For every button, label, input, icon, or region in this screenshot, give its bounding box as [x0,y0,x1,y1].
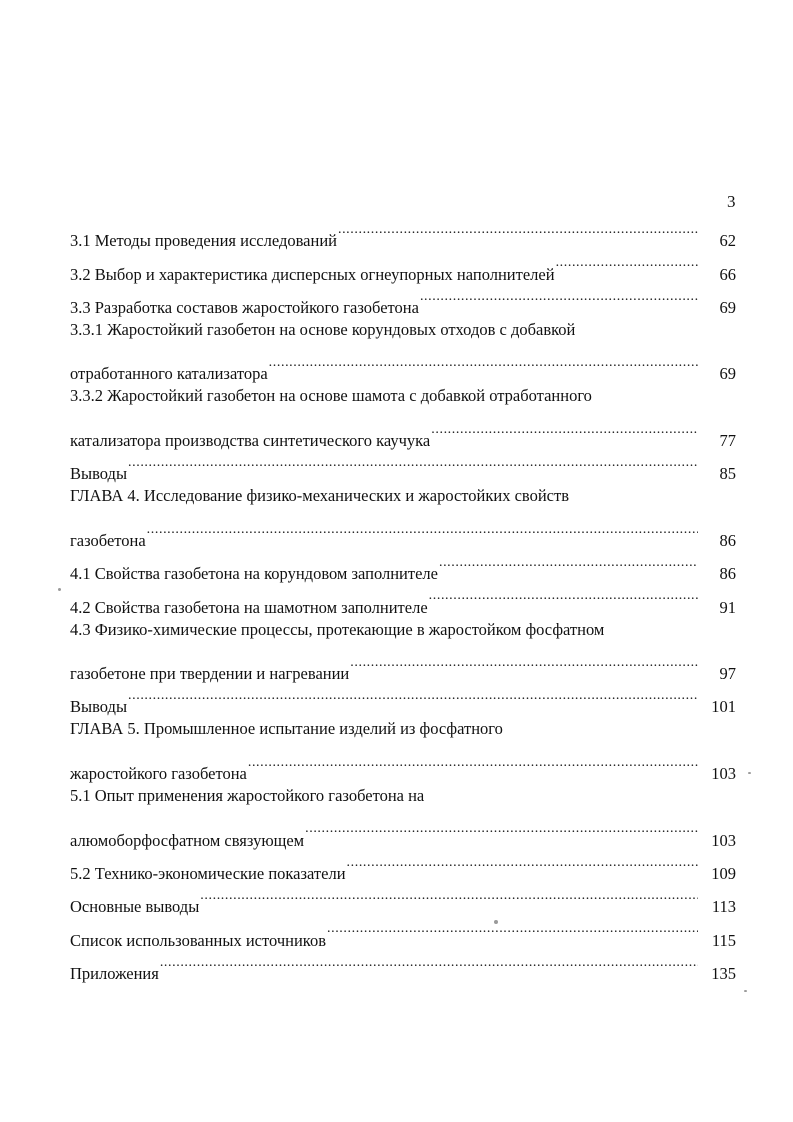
toc-entry-title: газобетона [70,530,146,550]
toc-dot-leader [248,746,698,779]
toc-entry-page: 115 [711,930,736,950]
page-number: 3 [727,192,736,211]
toc-entry-title: Выводы [70,464,128,484]
toc-entry-title: жаростойкого газобетона [70,764,247,784]
toc-entry-title: Основные выводы [70,897,200,917]
toc-dot-leader [200,879,698,912]
toc-entry [70,313,736,346]
toc-dot-leader [350,646,698,679]
toc-entry [70,779,736,812]
toc-dot-leader [556,246,698,279]
toc-dot-leader [429,579,698,612]
toc-entry [70,413,736,451]
toc-entry-page: 86 [719,564,736,584]
toc-entry-page: 109 [711,863,736,883]
toc-dot-leader [128,446,698,479]
toc-entry-page: 69 [719,297,736,317]
toc-entry-page: 69 [719,364,736,384]
scan-speck [744,990,747,992]
toc-entry-title: ГЛАВА 4. Исследование физико-механических и жаростойких свойств [70,486,570,506]
toc-entry [70,346,736,384]
toc-entry-title: 5.1 Опыт применения жаростойкого газобетона на [70,786,425,806]
toc-entry [70,513,736,550]
toc-entry [70,646,736,684]
toc-entry-page: 66 [719,264,736,284]
toc-entry [70,213,736,251]
toc-entry-title: Выводы [70,697,128,717]
toc-entry-page: 97 [719,664,736,684]
toc-dot-leader [147,513,698,546]
toc-entry-title: 5.2 Технико-экономические показатели [70,863,346,883]
toc-entry-page: 62 [719,231,736,251]
toc-dot-leader [128,679,698,712]
toc-entry-page: 101 [711,697,736,717]
toc-entry-page: 91 [719,597,736,617]
toc-entry [70,746,736,784]
toc-entry-title: 4.3 Физико-химические процессы, протекающие в жаростойком фосфатном [70,619,605,639]
toc-dot-leader [305,812,698,845]
toc-dot-leader [327,912,698,945]
toc-entry-title: Список использованных источников [70,930,326,950]
toc-entry-title: отработанного катализатора [70,364,268,384]
toc-entry-title: 3.3 Разработка составов жаростойкого газобетона [70,297,419,317]
toc-entry [70,613,736,646]
toc-dot-leader [431,413,698,446]
toc-entry-page: 85 [719,464,736,484]
toc-dot-leader [439,546,698,579]
toc-entry [70,946,736,983]
toc-entry-page: 86 [719,530,736,550]
toc-entry [70,712,736,745]
toc-entry-title: алюмоборфосфатном связующем [70,830,305,850]
table-of-contents [70,213,736,983]
toc-entry [70,446,736,484]
toc-entry-title: катализатора производства синтетического каучука [70,431,431,451]
toc-entry-title: 3.2 Выбор и характеристика дисперсных огнеупорных наполнителей [70,264,555,284]
toc-entry-page: 113 [711,897,736,917]
scan-speck [748,772,751,774]
toc-entry [70,812,736,850]
toc-entry [70,679,736,717]
toc-entry-title: 3.3.1 Жаростойкий газобетон на основе корундовых отходов с добавкой [70,319,576,339]
toc-entry-title: ГЛАВА 5. Промышленное испытание изделий из фосфатного [70,719,503,739]
toc-entry-title: газобетоне при твердении и нагревании [70,664,350,684]
toc-entry-page: 103 [711,764,736,784]
toc-entry-title: 3.3.2 Жаростойкий газобетон на основе шамота с добавкой отработанного [70,386,592,406]
scan-speck [58,588,61,591]
toc-entry [70,479,736,512]
toc-entry-page: 77 [719,431,736,451]
toc-entry [70,379,736,412]
toc-entry-page: 135 [711,963,736,983]
toc-entry [70,546,736,584]
scan-speck [494,920,498,924]
toc-dot-leader [420,280,698,313]
toc-entry-title: 3.1 Методы проведения исследований [70,231,337,251]
toc-entry-title: 4.2 Свойства газобетона на шамотном заполнителе [70,597,428,617]
toc-dot-leader [338,213,698,246]
toc-entry-page: 103 [711,830,736,850]
toc-dot-leader [347,846,698,879]
toc-entry-title: Приложения [70,963,159,983]
toc-dot-leader [269,346,698,379]
toc-entry-title: 4.1 Свойства газобетона на корундовом заполнителе [70,564,438,584]
toc-dot-leader [160,946,698,979]
